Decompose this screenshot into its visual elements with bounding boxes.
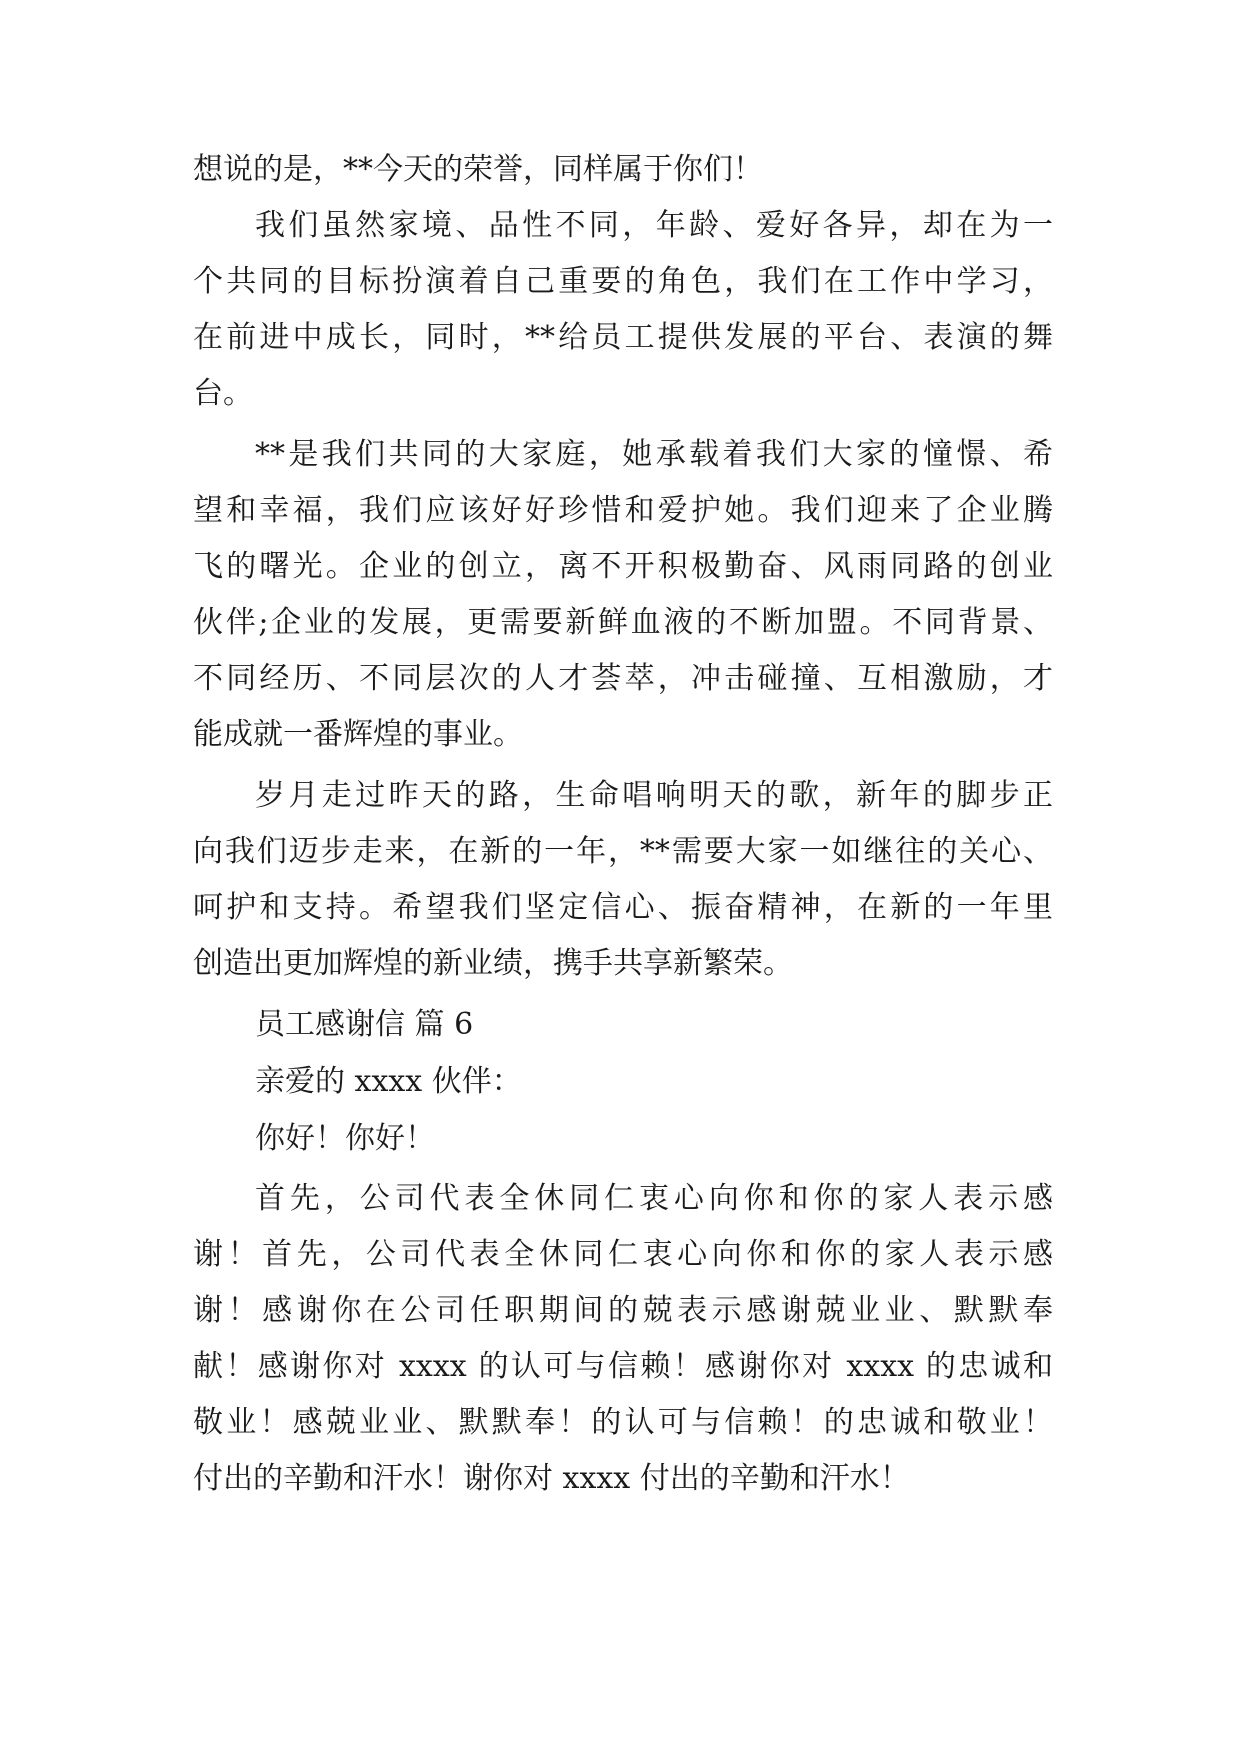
salutation: 亲爱的 xxxx 伙伴： xyxy=(255,1064,522,1099)
paragraph-line: 献！感谢你对 xxxx 的认可与信赖！感谢你对 xxxx 的忠诚和 xyxy=(193,1349,1053,1384)
paragraph-line: 想说的是，**今天的荣誉，同样属于你们！ xyxy=(193,152,763,187)
paragraph-line: 创造出更加辉煌的新业绩，携手共享新繁荣。 xyxy=(193,946,793,981)
greeting: 你好！你好！ xyxy=(255,1121,435,1156)
paragraph-line: 向我们迈步走来，在新的一年，**需要大家一如继往的关心、 xyxy=(193,834,1053,869)
paragraph-line: 飞的曙光。企业的创立，离不开积极勤奋、风雨同路的创业 xyxy=(193,549,1053,584)
paragraph-line: 首先，公司代表全休同仁衷心向你和你的家人表示感 xyxy=(255,1181,1053,1216)
paragraph-line: 在前进中成长，同时，**给员工提供发展的平台、表演的舞 xyxy=(193,320,1053,355)
paragraph-line: 谢！首先，公司代表全休同仁衷心向你和你的家人表示感 xyxy=(193,1237,1053,1272)
paragraph-line: 能成就一番辉煌的事业。 xyxy=(193,717,523,752)
paragraph-line: 伙伴;企业的发展，更需要新鲜血液的不断加盟。不同背景、 xyxy=(193,605,1053,640)
paragraph-line: **是我们共同的大家庭，她承载着我们大家的憧憬、希 xyxy=(255,437,1053,472)
paragraph-line: 谢！感谢你在公司任职期间的兢表示感谢兢业业、默默奉 xyxy=(193,1293,1053,1328)
paragraph-line: 望和幸福，我们应该好好珍惜和爱护她。我们迎来了企业腾 xyxy=(193,493,1053,528)
paragraph-line: 不同经历、不同层次的人才荟萃，冲击碰撞、互相激励，才 xyxy=(193,661,1053,696)
section-heading: 员工感谢信 篇 6 xyxy=(255,1007,474,1042)
paragraph-line: 台。 xyxy=(193,376,253,411)
paragraph-line: 我们虽然家境、品性不同，年龄、爱好各异，却在为一 xyxy=(255,208,1053,243)
paragraph-line: 个共同的目标扮演着自己重要的角色，我们在工作中学习， xyxy=(193,264,1053,299)
paragraph-line: 呵护和支持。希望我们坚定信心、振奋精神，在新的一年里 xyxy=(193,890,1053,925)
paragraph-line: 付出的辛勤和汗水！谢你对 xxxx 付出的辛勤和汗水！ xyxy=(193,1461,910,1496)
paragraph-line: 岁月走过昨天的路，生命唱响明天的歌，新年的脚步正 xyxy=(255,778,1053,813)
paragraph-line: 敬业！感兢业业、默默奉！的认可与信赖！的忠诚和敬业！ xyxy=(193,1405,1053,1440)
